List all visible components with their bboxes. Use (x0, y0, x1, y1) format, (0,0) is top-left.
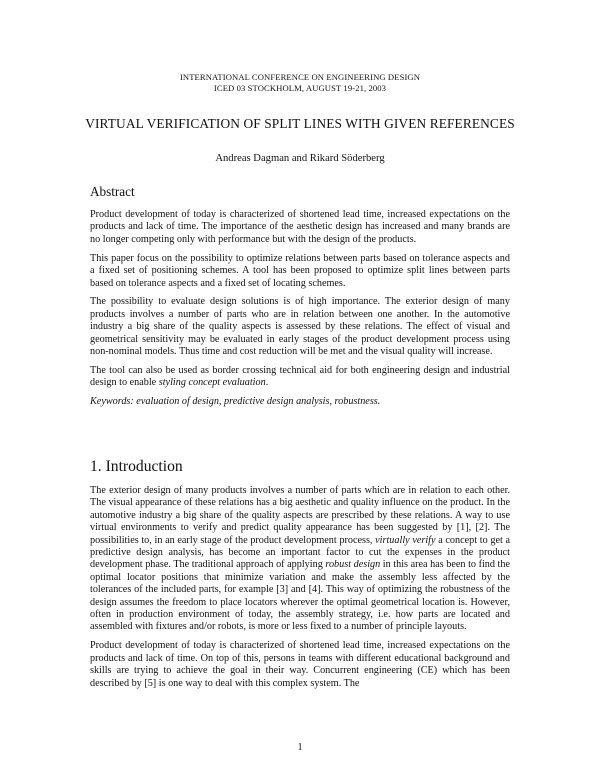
introduction-paragraph: Product development of today is characterized of shortened lead time, increased expectations on the products and lack of time. On top of this, persons in teams with different educational background and skills are trying to achieve the goal in their way. Concurrent engineering (CE) which has been described by [5] is one way to deal with this complex system. The (90, 640, 510, 689)
intro-text: The exterior design of many products involves a number of parts which are in relation to each other. The visual appearance of these relations has a big aesthetic and quality influence on the product. In the automotive industry a big share of the quality aspects are prescribed by these relations. A way to use virtual environments to verify and predict quality appearance has been suggested by [1], [2]. The possibilities to, in an early stage of the product development process, (90, 485, 510, 546)
conference-name: INTERNATIONAL CONFERENCE ON ENGINEERING DESIGN (179, 72, 421, 82)
abstract-paragraph (90, 365, 510, 390)
abstract-heading: Abstract (90, 184, 135, 199)
intro-text: in this area has been to find the optimal locator positions that minimize variation and make the assembly less affected by the tolerances of the included parts, for example [3] and [4]. This way of optimizing the robustness of the design assumes the freedom to place locators wherever the optimal geometrical location is. However, often in production environment of today, the assembly strategy, i.e. how parts are located and assembled with fixtures and/or robots, is more or less fixed to a number of principle layouts. (90, 559, 510, 633)
conference-header (0, 72, 600, 94)
introduction-paragraph (90, 485, 510, 634)
page-number: 1 (297, 742, 303, 753)
abstract-paragraph: Product development of today is characterized of shortened lead time, increased expectations on the products and lack of time. The importance of the aesthetic design has increased and many brands are no longer competing only with performance but with the design of the products. (90, 209, 510, 245)
abstract-text: The tool can also be used as border crossing technical aid for both engineering design and industrial design to enable (90, 364, 510, 389)
abstract-paragraph: This paper focus on the possibility to optimize relations between parts based on tolerance aspects and a fixed set of positioning schemes. A tool has been proposed to optimize split lines between parts based on tolerance aspects and a fixed set of locating schemes. (90, 252, 510, 289)
paper-title: VIRTUAL VERIFICATION OF SPLIT LINES WITH GIVEN REFERENCES (85, 116, 515, 131)
conference-location-date: ICED 03 STOCKHOLM, AUGUST 19-21, 2003 (213, 83, 387, 93)
intro-emphasis: robust design (325, 559, 381, 571)
keywords: Keywords: evaluation of design, predictive design analysis, robustness. (90, 396, 381, 408)
intro-emphasis: virtually verify (375, 534, 436, 546)
abstract-text: . (265, 377, 269, 389)
abstract-paragraph: The possibility to evaluate design solutions is of high importance. The exterior design of many products involves a number of parts who are in relation between one another. In the automotive industry a big share of the quality aspects is assessed by these relations. The effect of visual and geometrical sensitivity may be evaluated in early stages of the product development process using non-nominal models. Thus time and cost reduction will be met and the visual quality will increase. (90, 296, 510, 358)
abstract-emphasis: styling concept evaluation (158, 377, 266, 389)
paper-authors: Andreas Dagman and Rikard Söderberg (215, 153, 385, 164)
introduction-heading: 1. Introduction (90, 458, 183, 475)
introduction-body (90, 485, 510, 697)
abstract-body (90, 209, 510, 415)
intro-text: a concept to get a predictive design analysis, has become an important factor to cut the expenses in the product development phase. The traditional approach of applying (90, 534, 510, 571)
